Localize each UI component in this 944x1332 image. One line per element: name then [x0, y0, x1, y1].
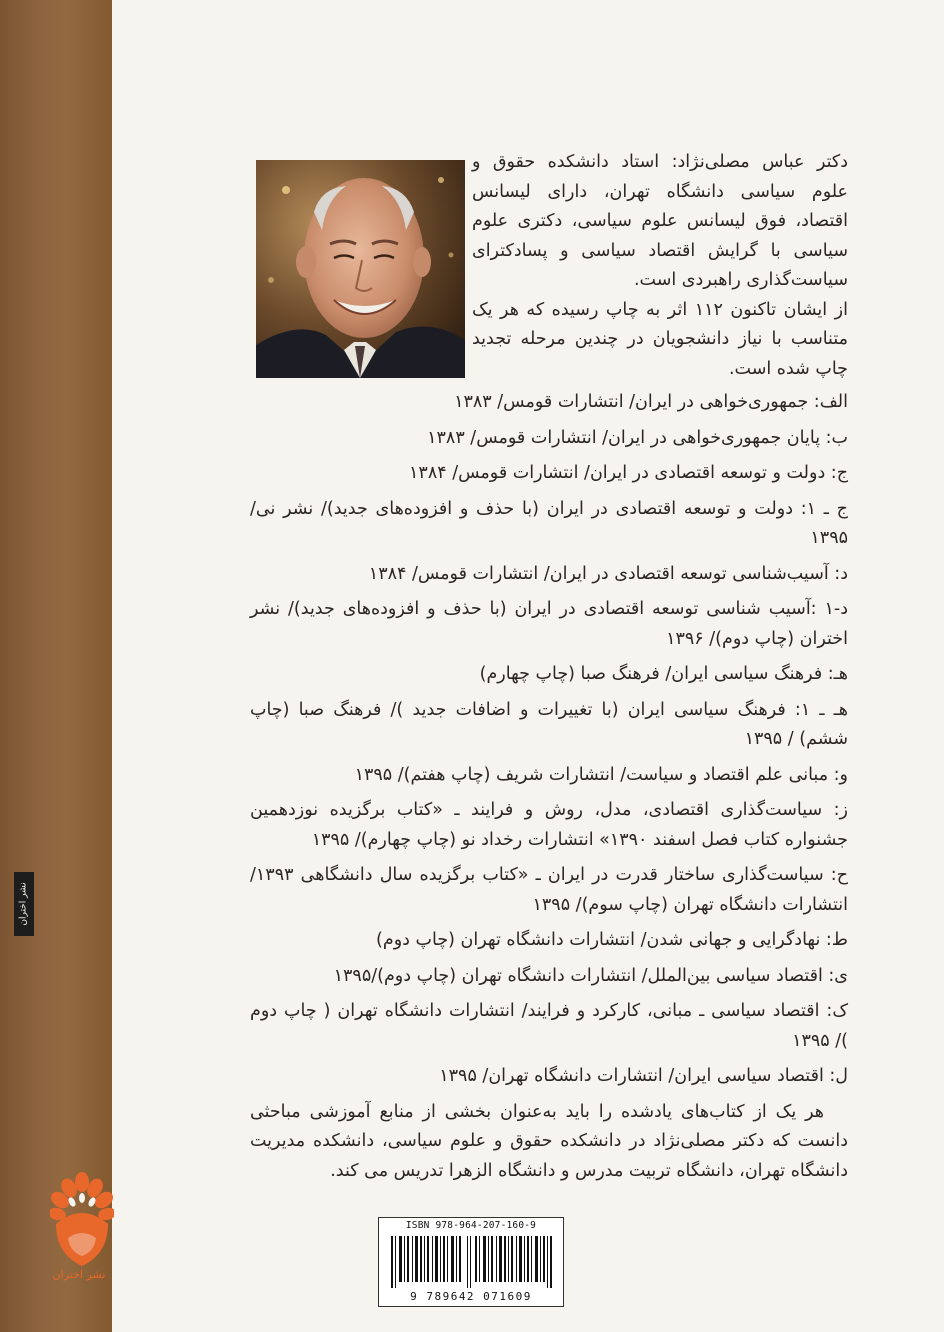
works-paragraph: از ایشان تاکنون ۱۱۲ اثر به چاپ رسیده که هر یک متناسب با نیاز دانشجویان در چندین مرحله تجدید چاپ شده است.	[472, 299, 848, 379]
book-entry: ب: پایان جمهوری‌خواهی در ایران/ انتشارات قومس/ ۱۳۸۳	[427, 427, 848, 448]
back-cover-text	[250, 148, 848, 1204]
closing-paragraph: هر یک از کتاب‌های یادشده را باید به‌عنوان بخشی از منابع آموزشی مباحثی دانست که دکتر مصلی‌نژاد در دانشکده حقوق و علوم سیاسی، دانشکده مدیریت دانشگاه تهران، دانشگاه تربیت مدرس و دانشگاه الزهرا تدریس می کند.	[250, 1101, 848, 1181]
book-entry: ج ـ ۱: دولت و توسعه اقتصادی در ایران (با حذف و افزوده‌های جدید)/ نشر نی/ ۱۳۹۵	[250, 498, 848, 548]
book-entry: ز: سیاست‌گذاری اقتصادی، مدل، روش و فرایند ـ «کتاب برگزیده نوزدهمین جشنواره کتاب فصل اسفند ۱۳۹۰» انتشارات رخداد نو (چاپ چهارم)/ ۱۳۹۵	[250, 800, 848, 850]
book-entry: الف: جمهوری‌خواهی در ایران/ انتشارات قومس/ ۱۳۸۳	[454, 392, 848, 412]
book-entry: هـ: فرهنگ سیاسی ایران/ فرهنگ صبا (چاپ چهارم)	[479, 664, 848, 684]
spine-publisher-logo	[14, 872, 34, 936]
barcode-digits: 9 789642 071609	[410, 1290, 532, 1303]
book-entry: د: آسیب‌شناسی توسعه اقتصادی در ایران/ انتشارات قومس/ ۱۳۸۴	[368, 563, 848, 584]
publisher-logo-icon	[50, 1168, 114, 1278]
book-spine	[0, 0, 112, 1332]
isbn-barcode	[378, 1217, 564, 1307]
isbn-label: ISBN 978-964-207-160-9	[405, 1220, 537, 1231]
book-entry: و: مبانی علم اقتصاد و سیاست/ انتشارات شریف (چاپ هفتم)/ ۱۳۹۵	[354, 764, 848, 785]
book-entry: ح: سیاست‌گذاری ساختار قدرت در ایران ـ «کتاب برگزیده سال دانشگاهی ۱۳۹۳/ انتشارات دانشگاه تهران (چاپ سوم)/ ۱۳۹۵	[250, 865, 848, 915]
book-list	[250, 388, 848, 1092]
book-entry: هـ ـ ۱: فرهنگ سیاسی ایران (با تغییرات و اضافات جدید )/ فرهنگ صبا (چاپ ششم) / ۱۳۹۵	[250, 699, 849, 749]
publisher-name: نشر اختران	[52, 1268, 106, 1281]
bio-paragraph: دکتر عباس مصلی‌نژاد: استاد دانشکده حقوق و علوم سیاسی دانشگاه تهران، دارای لیسانس اقتصاد، فوق لیسانس علوم سیاسی، دکتری علوم سیاسی با گرایش اقتصاد سیاسی و پسادکترای سیاست‌گذاری راهبردی است.	[472, 152, 848, 290]
author-bio	[250, 148, 848, 384]
book-entry: د-۱ :آسیب شناسی توسعه اقتصادی در ایران (با حذف و افزوده‌های جدید)/ نشر اختران (چاپ دوم)/ ۱۳۹۶	[250, 599, 848, 649]
book-entry: ج: دولت و توسعه اقتصادی در ایران/ انتشارات قومس/ ۱۳۸۴	[409, 463, 848, 483]
spine-imprint-text: نشر اختران	[19, 882, 29, 926]
book-entry: ل: اقتصاد سیاسی ایران/ انتشارات دانشگاه تهران/ ۱۳۹۵	[439, 1066, 848, 1086]
barcode-bars	[389, 1236, 553, 1288]
book-entry: ی: اقتصاد سیاسی بین‌الملل/ انتشارات دانشگاه تهران (چاپ دوم)/۱۳۹۵	[333, 965, 848, 986]
book-entry: ک: اقتصاد سیاسی ـ مبانی، کارکرد و فرایند/ انتشارات دانشگاه تهران ( چاپ دوم )/ ۱۳۹۵	[250, 1001, 848, 1051]
book-entry: ط: نهادگرایی و جهانی شدن/ انتشارات دانشگاه تهران (چاپ دوم)	[376, 930, 848, 950]
